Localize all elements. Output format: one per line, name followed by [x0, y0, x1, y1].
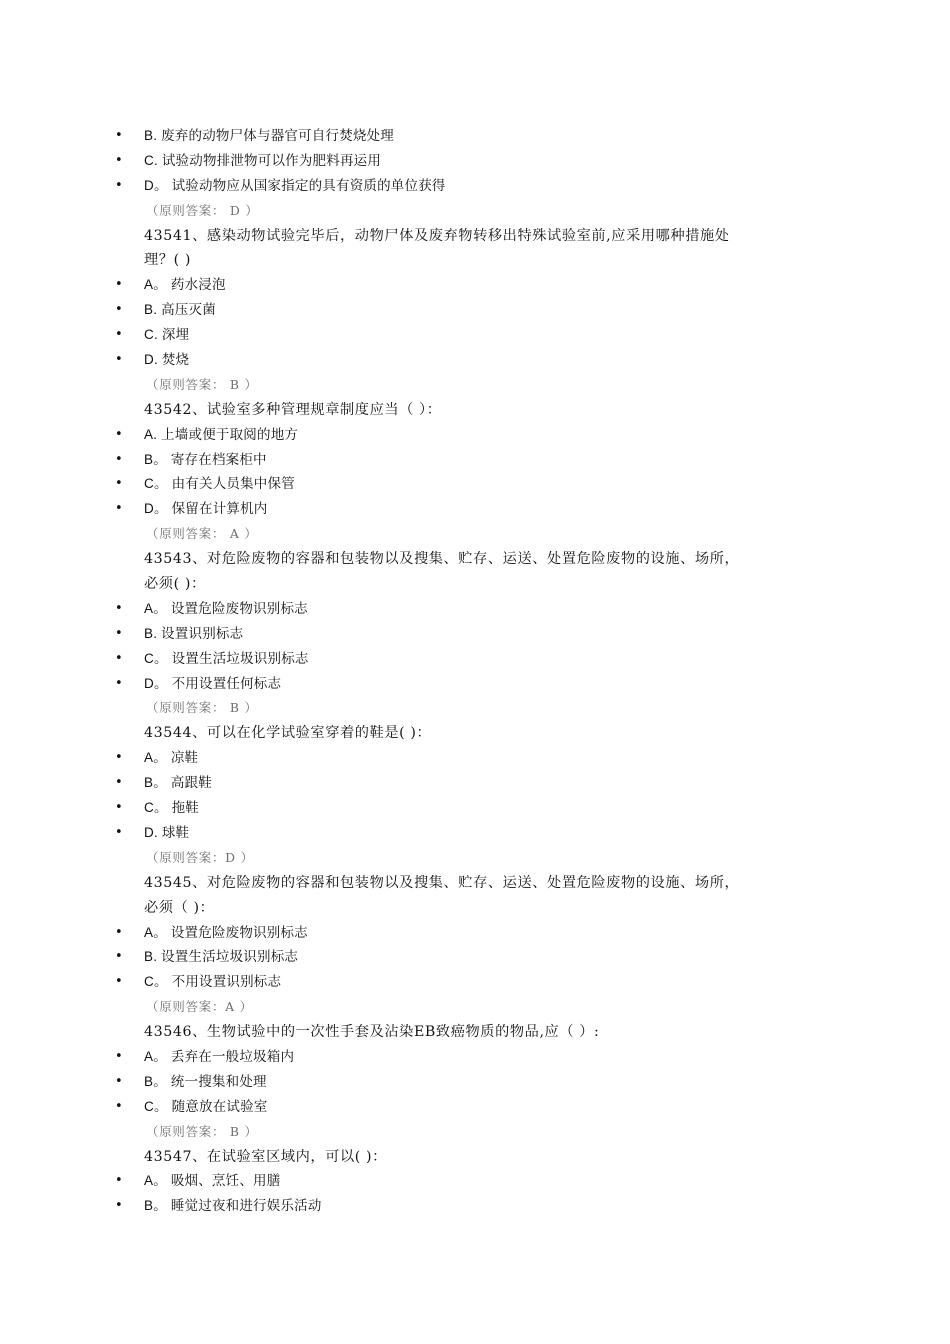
- option-text: A。 凉鞋: [144, 750, 199, 766]
- bullet-icon: •: [115, 177, 123, 193]
- bullet-icon: •: [115, 352, 123, 368]
- option-text: D。 试验动物应从国家指定的具有资质的单位获得: [144, 177, 446, 193]
- bullet-icon: •: [115, 1073, 123, 1089]
- question-line: [0, 224, 950, 249]
- option-line: [0, 1169, 950, 1194]
- answer-line: [0, 1120, 950, 1145]
- bullet-icon: •: [115, 451, 123, 467]
- bullet-icon: •: [115, 824, 123, 840]
- bullet-icon: •: [115, 775, 123, 791]
- option-text: C。 设置生活垃圾识别标志: [144, 650, 309, 666]
- option-text: A。 吸烟、烹饪、用膳: [144, 1173, 281, 1189]
- option-text: A。 设置危险废物识别标志: [144, 600, 308, 616]
- option-line: [0, 1194, 950, 1219]
- answer-line: [0, 995, 950, 1020]
- answer-text: （原则答案： B ）: [146, 1123, 258, 1139]
- bullet-icon: •: [115, 675, 123, 691]
- question-line: [0, 1145, 950, 1170]
- bullet-icon: •: [115, 924, 123, 940]
- question-text: 必须（ )：: [144, 899, 215, 916]
- bullet-icon: •: [115, 974, 123, 990]
- option-line: [0, 771, 950, 796]
- question-text: 43542、试验室多种管理规章制度应当（ ）：: [144, 401, 442, 418]
- question-line: [0, 248, 950, 273]
- option-line: [0, 124, 950, 149]
- option-line: [0, 323, 950, 348]
- option-line: [0, 821, 950, 846]
- bullet-icon: •: [115, 277, 123, 293]
- question-text: 43546、生物试验中的一次性手套及沾染EB致癌物质的物品,应（ ）:: [144, 1024, 600, 1041]
- option-text: C. 深埋: [144, 327, 190, 343]
- option-text: B. 设置识别标志: [144, 625, 244, 641]
- option-text: D。 不用设置任何标志: [144, 675, 282, 691]
- bullet-icon: •: [115, 426, 123, 442]
- option-line: [0, 597, 950, 622]
- bullet-icon: •: [115, 1048, 123, 1064]
- option-text: A. 上墙或便于取阅的地方: [144, 426, 299, 442]
- option-text: B. 废弃的动物尸体与器官可自行焚烧处理: [144, 128, 395, 143]
- option-line: [0, 472, 950, 497]
- answer-text: （原则答案： B ）: [146, 700, 258, 716]
- option-text: A。 设置危险废物识别标志: [144, 924, 308, 940]
- option-text: B。 统一搜集和处理: [144, 1073, 267, 1089]
- bullet-icon: •: [115, 152, 123, 168]
- bullet-icon: •: [115, 1198, 123, 1214]
- option-text: A。 药水浸泡: [144, 277, 226, 293]
- question-text: 43541、感染动物试验完毕后，动物尸体及废弃物转移出特殊试验室前,应采用哪种措施处: [144, 227, 730, 244]
- option-line: [0, 497, 950, 522]
- answer-line: [0, 373, 950, 398]
- document-page: [0, 124, 950, 1219]
- question-line: [0, 896, 950, 921]
- option-text: D. 焚烧: [144, 352, 190, 368]
- option-text: D。 保留在计算机内: [144, 501, 268, 517]
- answer-line: [0, 696, 950, 721]
- option-text: B。 寄存在档案柜中: [144, 451, 267, 467]
- question-line: [0, 1020, 950, 1045]
- bullet-icon: •: [115, 476, 123, 492]
- question-line: [0, 398, 950, 423]
- question-text: 43543、对危险废物的容器和包装物以及搜集、贮存、运送、处置危险废物的设施、场所，: [144, 551, 740, 568]
- question-text: 43544、可以在化学试验室穿着的鞋是( )：: [144, 725, 432, 742]
- answer-text: （原则答案：D ）: [146, 849, 254, 865]
- option-line: [0, 1045, 950, 1070]
- question-text: 43547、在试验室区域内，可以( )：: [144, 1148, 387, 1165]
- bullet-icon: •: [115, 650, 123, 666]
- option-line: [0, 672, 950, 697]
- option-line: [0, 796, 950, 821]
- option-text: B. 高压灭菌: [144, 302, 216, 318]
- question-text: 理？( ): [144, 252, 191, 269]
- option-line: [0, 423, 950, 448]
- option-line: [0, 273, 950, 298]
- bullet-icon: •: [115, 1173, 123, 1189]
- option-line: [0, 298, 950, 323]
- answer-line: [0, 199, 950, 224]
- option-text: C。 随意放在试验室: [144, 1098, 268, 1114]
- option-text: A。 丢弃在一般垃圾箱内: [144, 1048, 295, 1064]
- bullet-icon: •: [115, 750, 123, 766]
- bullet-icon: •: [115, 327, 123, 343]
- answer-text: （原则答案：A ）: [146, 999, 253, 1015]
- answer-text: （原则答案： B ）: [146, 376, 258, 392]
- option-line: [0, 647, 950, 672]
- option-text: B. 设置生活垃圾识别标志: [144, 949, 299, 965]
- option-text: C。 由有关人员集中保管: [144, 476, 295, 492]
- bullet-icon: •: [115, 302, 123, 318]
- question-text: 必须( )：: [144, 576, 206, 593]
- option-line: [0, 945, 950, 970]
- question-line: [0, 547, 950, 572]
- option-line: [0, 1070, 950, 1095]
- bullet-icon: •: [115, 600, 123, 616]
- option-line: [0, 622, 950, 647]
- option-line: [0, 174, 950, 199]
- question-line: [0, 871, 950, 896]
- option-line: [0, 921, 950, 946]
- question-text: 43545、对危险废物的容器和包装物以及搜集、贮存、运送、处置危险废物的设施、场所，: [144, 874, 740, 891]
- bullet-icon: •: [115, 128, 123, 143]
- option-line: [0, 149, 950, 174]
- bullet-icon: •: [115, 949, 123, 965]
- answer-text: （原则答案： A ）: [146, 526, 258, 542]
- answer-line: [0, 522, 950, 547]
- option-text: C。 拖鞋: [144, 800, 199, 816]
- option-text: D. 球鞋: [144, 824, 190, 840]
- bullet-icon: •: [115, 625, 123, 641]
- option-line: [0, 970, 950, 995]
- answer-line: [0, 846, 950, 871]
- bullet-icon: •: [115, 501, 123, 517]
- option-text: B。 高跟鞋: [144, 775, 212, 791]
- bullet-icon: •: [115, 1098, 123, 1114]
- option-line: [0, 746, 950, 771]
- answer-text: （原则答案： D ）: [146, 202, 259, 218]
- option-text: C. 试验动物排泄物可以作为肥料再运用: [144, 152, 382, 168]
- option-line: [0, 348, 950, 373]
- question-line: [0, 572, 950, 597]
- option-line: [0, 1095, 950, 1120]
- option-text: B。 睡觉过夜和进行娱乐活动: [144, 1198, 322, 1214]
- option-line: [0, 448, 950, 473]
- question-line: [0, 721, 950, 746]
- bullet-icon: •: [115, 800, 123, 816]
- option-text: C。 不用设置识别标志: [144, 974, 282, 990]
